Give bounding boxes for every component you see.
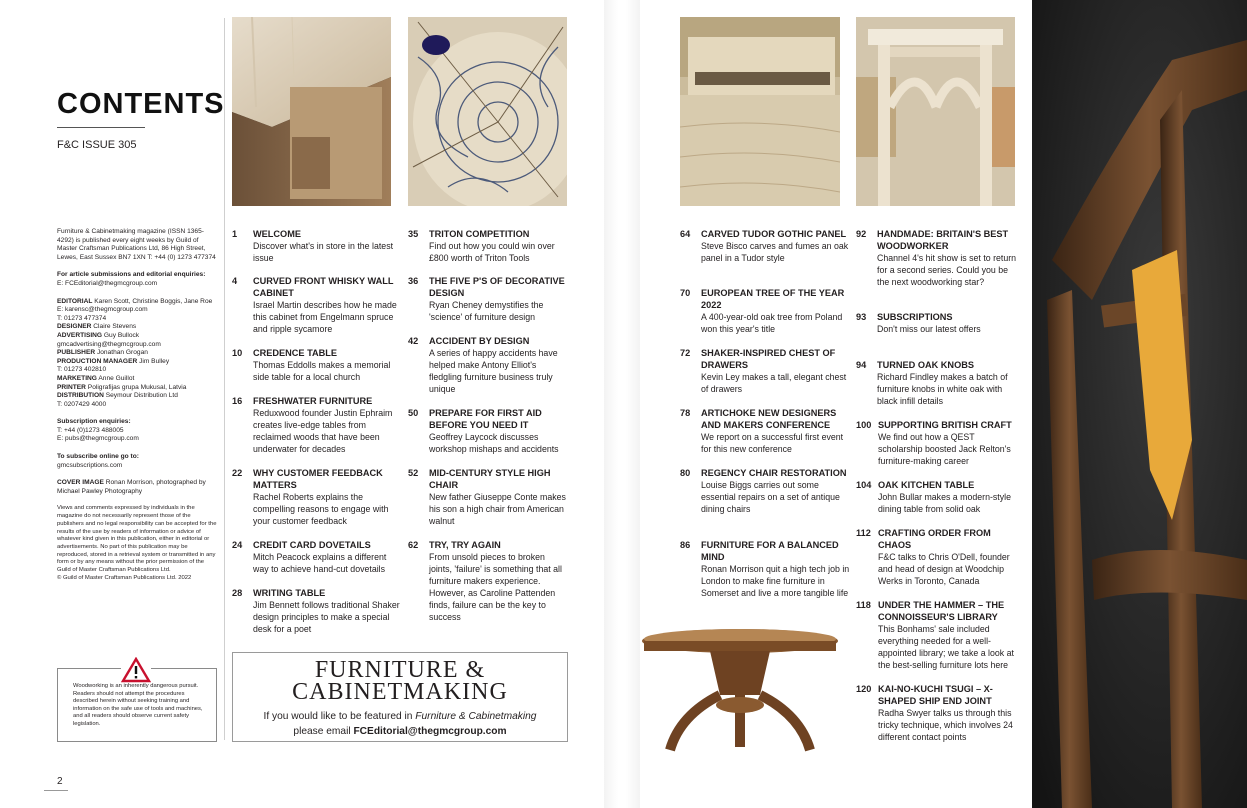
submissions-heading: For article submissions and editorial enquiries: xyxy=(57,271,206,279)
contents-entry[interactable] xyxy=(856,228,1018,288)
imprint xyxy=(57,228,217,582)
photo-writing-desk xyxy=(680,17,840,206)
entry-description: Rachel Roberts explains the compelling reasons to engage with your customer feedback xyxy=(253,492,389,526)
issue-number: F&C ISSUE 305 xyxy=(57,139,137,151)
advertising-name: Guy Bullock xyxy=(103,331,140,339)
contents-entry[interactable] xyxy=(232,228,402,264)
entry-description: Israel Martin describes how he made this cabinet from Engelmann spruce and ripple sycamore xyxy=(253,300,397,334)
contents-entry[interactable] xyxy=(856,479,1018,515)
printer-label: PRINTER xyxy=(57,383,86,391)
entry-page-number: 62 xyxy=(408,540,419,550)
entry-description: Ryan Cheney demystifies the 'science' of furniture design xyxy=(429,300,544,322)
entry-description: Don't miss our latest offers xyxy=(877,324,981,334)
entry-title: TURNED OAK KNOBS xyxy=(877,360,974,370)
entry-description: Discover what's in store in the latest issue xyxy=(253,241,394,263)
entry-page-number: 52 xyxy=(408,468,419,478)
contents-entry[interactable] xyxy=(408,275,570,323)
entry-page-number: 35 xyxy=(408,229,419,239)
masthead-box xyxy=(232,652,568,742)
entry-description: Reduxwood founder Justin Ephraim creates live-edge tables from reclaimed woods that have been underwater for decades xyxy=(253,408,393,454)
editorial-email-link[interactable]: FCEditorial@thegmcgroup.com xyxy=(353,726,507,737)
production-name: Jim Bulley xyxy=(139,357,170,365)
entry-page-number: 10 xyxy=(232,348,243,358)
editorial-phone: T: 01273 477374 xyxy=(57,314,107,322)
entry-page-number: 94 xyxy=(856,360,867,370)
entry-description: Mitch Peacock explains a different way to achieve hand-cut dovetails xyxy=(253,552,387,574)
entry-title: SHAKER-INSPIRED CHEST OF DRAWERS xyxy=(701,348,836,370)
entry-page-number: 36 xyxy=(408,276,419,286)
entry-page-number: 92 xyxy=(856,229,867,239)
title-rule xyxy=(57,127,145,128)
page-gutter xyxy=(604,0,640,808)
imprint-intro: Furniture & Cabinetmaking magazine (ISSN 1365-4292) is published every eight weeks by Guild of Master Craftsman Publications Ltd, 86 High Street, Lewes, East Sussex BN7 1XN T: +44 (0) 1273 477374 xyxy=(57,228,216,261)
entry-description: F&C talks to Chris O'Dell, founder and head of design at Woodchip Werks in Toronto, Canada xyxy=(878,552,1010,586)
entry-title: WELCOME xyxy=(253,229,301,239)
contents-entry[interactable] xyxy=(232,347,402,383)
email-prefix: please email xyxy=(293,726,354,737)
photo-credence-table xyxy=(856,17,1015,206)
subs-phone: T: +44 (0)1273 488005 xyxy=(57,426,124,434)
subs-heading: Subscription enquiries: xyxy=(57,418,131,426)
entry-description: Channel 4's hit show is set to return for a second series. Could you be the next woodworking star? xyxy=(877,253,1017,287)
entry-title: PREPARE FOR FIRST AID BEFORE YOU NEED IT xyxy=(429,408,542,430)
entry-page-number: 16 xyxy=(232,396,243,406)
entry-description: A series of happy accidents have helped make Antony Elliot's fledgling furniture business truly unique xyxy=(429,348,558,394)
entry-title: OAK KITCHEN TABLE xyxy=(878,480,975,490)
distribution-name: Seymour Distribution Ltd xyxy=(105,392,178,400)
entry-title: TRY, TRY AGAIN xyxy=(429,540,501,550)
entry-description: Find out how you could win over £800 worth of Triton Tools xyxy=(429,241,555,263)
entry-description: We find out how a QEST scholarship boosted Jack Relton's furniture-making career xyxy=(878,432,1011,466)
advertising-email: gmcadvertising@thegmcgroup.com xyxy=(57,340,161,348)
entry-title: EUROPEAN TREE OF THE YEAR 2022 xyxy=(701,288,845,310)
contents-entry[interactable] xyxy=(680,228,850,264)
entry-title: REGENCY CHAIR RESTORATION xyxy=(701,468,847,478)
designer-label: DESIGNER xyxy=(57,323,92,331)
entry-title: CRAFTING ORDER FROM CHAOS xyxy=(878,528,991,550)
entry-page-number: 100 xyxy=(856,420,872,430)
publisher-label: PUBLISHER xyxy=(57,349,96,357)
cover-text: Ronan Morrison, photographed by Michael Pawley Photography xyxy=(57,479,206,495)
subscribe-heading: To subscribe online go to: xyxy=(57,453,139,461)
contents-entry[interactable] xyxy=(232,275,402,335)
marketing-label: MARKETING xyxy=(57,374,97,382)
contents-entry[interactable] xyxy=(680,467,850,515)
contents-entry[interactable] xyxy=(232,395,402,455)
entry-title: UNDER THE HAMMER – THE CONNOISSEUR'S LIBRARY xyxy=(878,600,1005,622)
entry-title: TRITON COMPETITION xyxy=(429,229,530,239)
designer-name: Claire Stevens xyxy=(93,323,137,331)
contents-entry[interactable] xyxy=(856,527,1018,587)
entry-page-number: 42 xyxy=(408,336,419,346)
entry-title: MID-CENTURY STYLE HIGH CHAIR xyxy=(429,468,551,490)
entry-description: Ronan Morrison quit a high tech job in London to make fine furniture in Somerset and live a more tangible life xyxy=(701,564,850,598)
entry-page-number: 93 xyxy=(856,312,867,322)
entry-page-number: 72 xyxy=(680,348,691,358)
entry-description: Geoffrey Laycock discusses workshop mishaps and accidents xyxy=(429,432,559,454)
column-divider xyxy=(224,18,225,740)
distribution-label: DISTRIBUTION xyxy=(57,392,104,400)
entry-title: SUBSCRIPTIONS xyxy=(877,312,953,322)
contents-entry[interactable] xyxy=(856,683,1018,743)
entry-description: Richard Findley makes a batch of furniture knobs in white oak with black infill details xyxy=(877,372,1008,406)
masthead-invite xyxy=(233,709,567,739)
distribution-phone: T: 0207429 4000 xyxy=(57,400,107,408)
entry-page-number: 64 xyxy=(680,229,691,239)
entry-title: FURNITURE FOR A BALANCED MIND xyxy=(701,540,839,562)
contents-entry[interactable] xyxy=(408,407,570,455)
entry-description: Jim Bennett follows traditional Shaker design principles to make a special desk for a poet xyxy=(253,600,400,634)
entry-title: CREDENCE TABLE xyxy=(253,348,338,358)
contents-entry[interactable] xyxy=(680,539,850,599)
photo-round-table xyxy=(640,625,840,757)
entry-description: We report on a successful first event for this new conference xyxy=(701,432,844,454)
entry-page-number: 112 xyxy=(856,528,871,538)
entry-description: Louise Biggs carries out some essential repairs on a set of antique dining chairs xyxy=(701,480,840,514)
page-title: CONTENTS xyxy=(57,88,225,120)
entry-description: From unsold pieces to broken joints, 'failure' is something that all furniture makers experience. However, as Caroline Pattenden finds, failure can be the key to success xyxy=(429,552,562,622)
page-number-rule xyxy=(44,790,68,791)
entry-title: KAI-NO-KUCHI TSUGI – X-SHAPED SHIP END JOINT xyxy=(878,684,993,706)
contents-entry[interactable] xyxy=(232,539,402,575)
entry-page-number: 4 xyxy=(232,276,238,286)
safety-warning-box xyxy=(57,668,217,742)
entry-page-number: 80 xyxy=(680,468,691,478)
entry-page-number: 24 xyxy=(232,540,243,550)
subs-email: E: pubs@thegmcgroup.com xyxy=(57,435,139,443)
entry-title: ARTICHOKE NEW DESIGNERS AND MAKERS CONFERENCE xyxy=(701,408,837,430)
entry-page-number: 1 xyxy=(232,229,238,239)
printer-name: Poligrafijas grupa Mukusal, Latvia xyxy=(87,383,187,391)
contents-entry[interactable] xyxy=(680,287,850,335)
invite-text: If you would like to be featured in xyxy=(263,711,416,722)
publisher-name: Jonathan Grogan xyxy=(96,349,148,357)
photo-decorative-carving xyxy=(408,17,567,206)
logo-line-2: CABINETMAKING xyxy=(292,679,508,705)
copyright: © Guild of Master Craftsman Publications Ltd. 2022 xyxy=(57,574,192,581)
submissions-email: E: FCEditorial@thegmcgroup.com xyxy=(57,279,158,287)
editorial-label: EDITORIAL xyxy=(57,297,93,305)
cover-label: COVER IMAGE xyxy=(57,479,104,487)
contents-entry[interactable] xyxy=(408,335,570,395)
editorial-email: E: karensc@thegmcgroup.com xyxy=(57,306,148,314)
entry-description: Thomas Eddolls makes a memorial side table for a local church xyxy=(253,360,391,382)
entry-title: CURVED FRONT WHISKY WALL CABINET xyxy=(253,276,394,298)
magazine-logo xyxy=(233,659,567,703)
entry-title: FRESHWATER FURNITURE xyxy=(253,396,373,406)
subscribe-url: gmcsubscriptions.com xyxy=(57,461,123,469)
entry-title: THE FIVE P'S OF DECORATIVE DESIGN xyxy=(429,276,565,298)
entry-description: Steve Bisco carves and fumes an oak panel in a Tudor style xyxy=(701,241,849,263)
entry-page-number: 70 xyxy=(680,288,691,298)
entry-title: SUPPORTING BRITISH CRAFT xyxy=(878,420,1012,430)
entry-page-number: 118 xyxy=(856,600,871,610)
advertising-label: ADVERTISING xyxy=(57,331,103,339)
entry-page-number: 50 xyxy=(408,408,419,418)
invite-magazine-name: Furniture & Cabinetmaking xyxy=(415,711,537,722)
marketing-name: Anne Guillot xyxy=(98,374,135,382)
warning-text: Woodworking is an inherently dangerous pursuit. Readers should not attempt the procedures described herein without seeking training and information on the safe use of tools and machines, and all readers should observe current safety legislation. xyxy=(73,683,203,727)
contents-entry[interactable] xyxy=(232,587,402,635)
contents-entry[interactable] xyxy=(232,467,402,527)
photo-high-chair xyxy=(1032,0,1247,808)
entry-description: A 400-year-old oak tree from Poland won this year's title xyxy=(701,312,843,334)
entry-description: Radha Swyer talks us through this tricky technique, which involves 24 different contact points xyxy=(878,708,1013,742)
entry-page-number: 104 xyxy=(856,480,872,490)
contents-entry[interactable] xyxy=(856,419,1018,467)
contents-entry[interactable] xyxy=(680,347,850,395)
entry-page-number: 86 xyxy=(680,540,691,550)
contents-entry[interactable] xyxy=(408,539,570,623)
contents-entry[interactable] xyxy=(856,599,1018,671)
production-phone: T: 01273 402810 xyxy=(57,366,107,374)
warning-triangle-icon xyxy=(121,657,151,683)
entry-description: Kevin Ley makes a tall, elegant chest of drawers xyxy=(701,372,847,394)
entry-page-number: 28 xyxy=(232,588,243,598)
page-number: 2 xyxy=(57,776,63,787)
entry-title: WRITING TABLE xyxy=(253,588,326,598)
disclaimer: Views and comments expressed by individuals in the magazine do not necessarily represent those of the publishers and no legal responsibility can be accepted for the results of the use by readers of information or advice of whatever kind given in this publication, either in editorial or advertisements. No part of this publication may be reproduced, stored in a retrieval system or transmitted in any form or by any means without the prior permission of the Guild of Master Craftsman Publications Ltd. xyxy=(57,505,217,574)
entry-title: CARVED TUDOR GOTHIC PANEL xyxy=(701,229,847,239)
logo-line-1: FURNITURE & xyxy=(314,657,486,683)
contents-entry[interactable] xyxy=(856,359,1018,407)
entry-title: HANDMADE: BRITAIN'S BEST WOODWORKER xyxy=(877,229,1009,251)
entry-page-number: 22 xyxy=(232,468,243,478)
entry-title: ACCIDENT BY DESIGN xyxy=(429,336,530,346)
photo-whisky-cabinet xyxy=(232,17,391,206)
entry-description: John Bullar makes a modern-style dining table from solid oak xyxy=(878,492,1011,514)
contents-entry[interactable] xyxy=(408,228,570,264)
contents-entry[interactable] xyxy=(680,407,850,455)
entry-page-number: 78 xyxy=(680,408,691,418)
entry-title: WHY CUSTOMER FEEDBACK MATTERS xyxy=(253,468,383,490)
editorial-names: Karen Scott, Christine Boggis, Jane Roe xyxy=(94,297,213,305)
contents-entry[interactable] xyxy=(408,467,570,527)
contents-entry[interactable] xyxy=(856,311,1018,335)
entry-description: This Bonhams' sale included everything needed for a well-appointed library; we take a look at the best-selling furniture lots here xyxy=(878,624,1014,670)
entry-page-number: 120 xyxy=(856,684,872,694)
entry-description: New father Giuseppe Conte makes his son a high chair from American walnut xyxy=(429,492,566,526)
production-label: PRODUCTION MANAGER xyxy=(57,357,138,365)
entry-title: CREDIT CARD DOVETAILS xyxy=(253,540,371,550)
